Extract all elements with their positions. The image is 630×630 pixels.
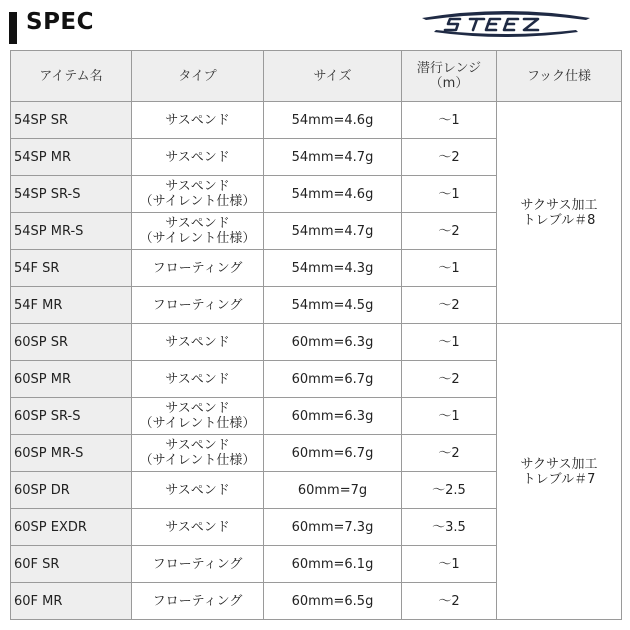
- type-cell: サスペンド （サイレント仕様）: [132, 176, 264, 213]
- item-name-cell: 54SP MR: [11, 139, 132, 176]
- item-name-cell: 60F SR: [11, 546, 132, 583]
- range-cell: 〜2: [402, 361, 497, 398]
- range-cell: 〜2: [402, 583, 497, 620]
- range-cell: 〜1: [402, 398, 497, 435]
- range-cell: 〜2: [402, 213, 497, 250]
- type-cell: サスペンド: [132, 361, 264, 398]
- type-cell: サスペンド: [132, 102, 264, 139]
- header-hook: フック仕様: [497, 51, 622, 102]
- header-range: 潜行レンジ （m）: [402, 51, 497, 102]
- hook-spec-cell: サクサス加工 トレブル＃7: [497, 324, 622, 620]
- steez-logo: [420, 6, 592, 40]
- size-cell: 54mm=4.6g: [264, 102, 402, 139]
- item-name-cell: 60SP MR: [11, 361, 132, 398]
- type-cell: フローティング: [132, 287, 264, 324]
- size-cell: 60mm=6.1g: [264, 546, 402, 583]
- size-cell: 54mm=4.5g: [264, 287, 402, 324]
- item-name-cell: 54SP MR-S: [11, 213, 132, 250]
- type-cell: フローティング: [132, 250, 264, 287]
- range-cell: 〜1: [402, 546, 497, 583]
- header-type: タイプ: [132, 51, 264, 102]
- size-cell: 60mm=6.7g: [264, 435, 402, 472]
- range-cell: 〜1: [402, 102, 497, 139]
- item-name-cell: 60SP EXDR: [11, 509, 132, 546]
- type-cell: サスペンド （サイレント仕様）: [132, 435, 264, 472]
- range-cell: 〜2: [402, 287, 497, 324]
- item-name-cell: 60F MR: [11, 583, 132, 620]
- item-name-cell: 60SP DR: [11, 472, 132, 509]
- range-cell: 〜1: [402, 250, 497, 287]
- item-name-cell: 60SP SR: [11, 324, 132, 361]
- size-cell: 54mm=4.7g: [264, 213, 402, 250]
- title-accent-bar: [9, 12, 17, 44]
- range-cell: 〜1: [402, 324, 497, 361]
- type-cell: サスペンド: [132, 139, 264, 176]
- spec-table: [10, 50, 622, 620]
- item-name-cell: 60SP SR-S: [11, 398, 132, 435]
- type-cell: サスペンド: [132, 324, 264, 361]
- type-cell: サスペンド: [132, 472, 264, 509]
- item-name-cell: 60SP MR-S: [11, 435, 132, 472]
- size-cell: 54mm=4.6g: [264, 176, 402, 213]
- page-title: SPEC: [26, 9, 95, 35]
- size-cell: 54mm=4.3g: [264, 250, 402, 287]
- size-cell: 60mm=6.5g: [264, 583, 402, 620]
- item-name-cell: 54SP SR: [11, 102, 132, 139]
- range-cell: 〜1: [402, 176, 497, 213]
- type-cell: サスペンド （サイレント仕様）: [132, 398, 264, 435]
- size-cell: 60mm=6.7g: [264, 361, 402, 398]
- item-name-cell: 54F SR: [11, 250, 132, 287]
- size-cell: 54mm=4.7g: [264, 139, 402, 176]
- header-size: サイズ: [264, 51, 402, 102]
- table-header-row: [11, 51, 622, 102]
- type-cell: サスペンド （サイレント仕様）: [132, 213, 264, 250]
- table-row: [11, 324, 622, 361]
- type-cell: サスペンド: [132, 509, 264, 546]
- item-name-cell: 54F MR: [11, 287, 132, 324]
- hook-spec-cell: サクサス加工 トレブル＃8: [497, 102, 622, 324]
- header-item-name: アイテム名: [11, 51, 132, 102]
- type-cell: フローティング: [132, 546, 264, 583]
- range-cell: 〜2: [402, 139, 497, 176]
- size-cell: 60mm=7.3g: [264, 509, 402, 546]
- range-cell: 〜2: [402, 435, 497, 472]
- size-cell: 60mm=6.3g: [264, 324, 402, 361]
- range-cell: 〜3.5: [402, 509, 497, 546]
- size-cell: 60mm=7g: [264, 472, 402, 509]
- item-name-cell: 54SP SR-S: [11, 176, 132, 213]
- size-cell: 60mm=6.3g: [264, 398, 402, 435]
- range-cell: 〜2.5: [402, 472, 497, 509]
- table-row: [11, 102, 622, 139]
- type-cell: フローティング: [132, 583, 264, 620]
